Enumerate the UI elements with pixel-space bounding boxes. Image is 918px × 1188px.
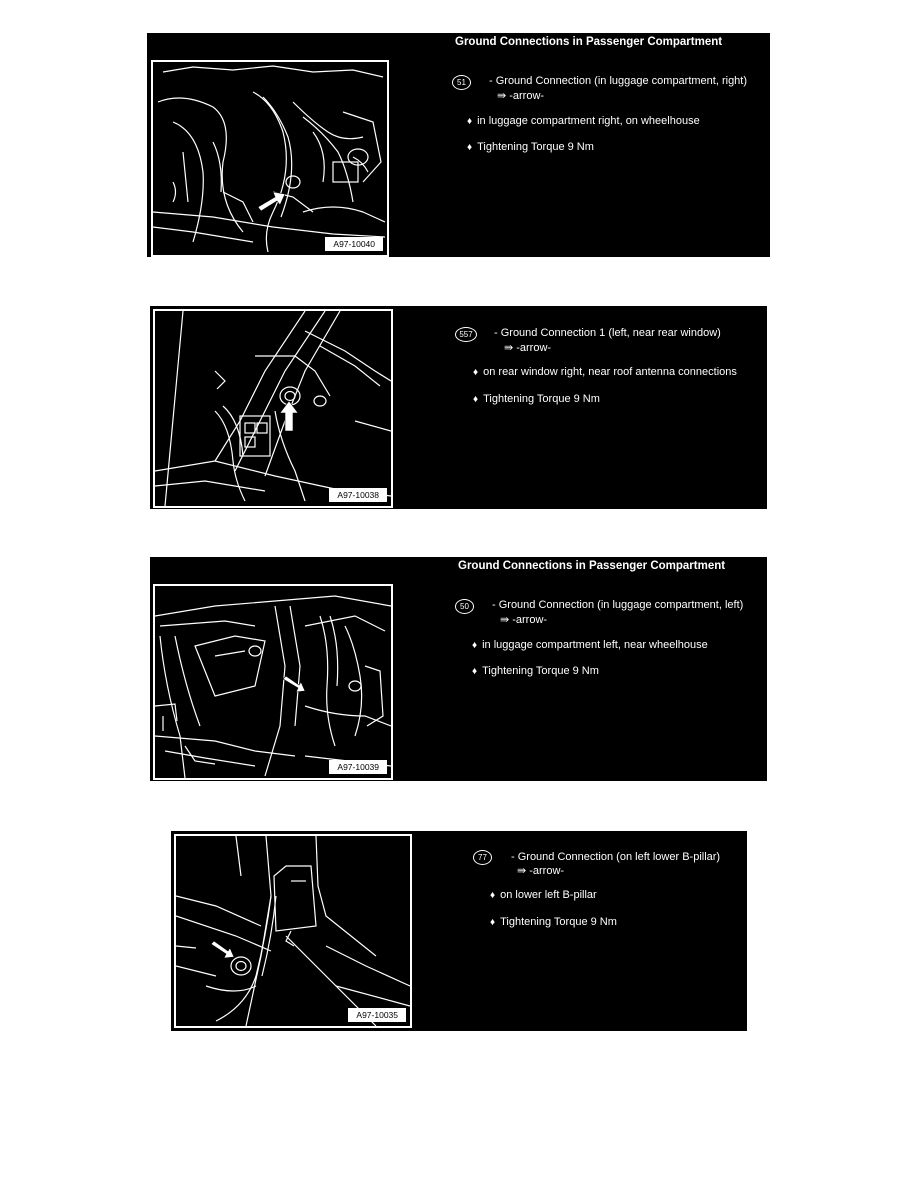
bullet-text: Tightening Torque 9 Nm <box>477 141 594 153</box>
ground-connection-panel-557 <box>150 306 767 509</box>
line-drawing-illustration <box>153 62 387 255</box>
diamond-bullet-icon: ♦ <box>467 142 473 153</box>
reference-number-badge: 77 <box>473 850 492 865</box>
line-drawing-illustration <box>176 836 410 1026</box>
figure-code-label: A97-10038 <box>329 488 387 502</box>
line-drawing-illustration <box>155 586 391 778</box>
double-arrow-icon: ⇛ <box>497 90 507 102</box>
connection-description: - Ground Connection (on left lower B-pillar) <box>511 851 721 863</box>
arrow-label: -arrow- <box>516 342 552 354</box>
double-arrow-icon: ⇛ <box>517 865 527 877</box>
diamond-bullet-icon: ♦ <box>472 640 478 651</box>
figure-lower-b-pillar <box>174 834 412 1028</box>
figure-luggage-compartment-left <box>153 584 393 780</box>
bullet-text: Tightening Torque 9 Nm <box>500 916 617 928</box>
section-heading: Ground Connections in Passenger Compartment <box>455 36 723 48</box>
torque-bullet <box>490 916 617 928</box>
torque-bullet <box>467 141 594 153</box>
location-bullet <box>473 366 737 378</box>
double-arrow-icon: ⇛ <box>504 342 514 354</box>
bullet-text: Tightening Torque 9 Nm <box>482 665 599 677</box>
diamond-bullet-icon: ♦ <box>490 890 496 901</box>
figure-code-label: A97-10035 <box>348 1008 406 1022</box>
bullet-text: in luggage compartment right, on wheelhouse <box>477 115 700 127</box>
reference-number-badge: 557 <box>455 327 477 342</box>
arrow-label: -arrow- <box>512 614 548 626</box>
ground-connection-panel-51 <box>147 33 770 257</box>
bullet-text: on lower left B-pillar <box>500 889 597 901</box>
bullet-text: Tightening Torque 9 Nm <box>483 393 600 405</box>
location-bullet <box>490 889 597 901</box>
reference-number-badge: 51 <box>452 75 471 90</box>
arrow-reference <box>497 89 544 102</box>
diamond-bullet-icon: ♦ <box>472 666 478 677</box>
diamond-bullet-icon: ♦ <box>467 116 473 127</box>
torque-bullet <box>472 665 599 677</box>
arrow-label: -arrow- <box>509 90 545 102</box>
connection-description: - Ground Connection (in luggage compartment, left) <box>492 599 744 611</box>
arrow-label: -arrow- <box>529 865 565 877</box>
figure-code-label: A97-10040 <box>325 237 383 251</box>
location-bullet <box>467 115 700 127</box>
diamond-bullet-icon: ♦ <box>473 394 479 405</box>
diamond-bullet-icon: ♦ <box>473 367 479 378</box>
arrow-reference <box>500 613 547 626</box>
bullet-text: in luggage compartment left, near wheelhouse <box>482 639 708 651</box>
line-drawing-illustration <box>155 311 391 506</box>
double-arrow-icon: ⇛ <box>500 614 510 626</box>
figure-luggage-compartment-right <box>151 60 389 257</box>
location-bullet <box>472 639 708 651</box>
diamond-bullet-icon: ♦ <box>490 917 496 928</box>
torque-bullet <box>473 393 600 405</box>
arrow-reference <box>517 864 564 877</box>
ground-connection-panel-77 <box>171 831 747 1031</box>
arrow-reference <box>504 341 551 354</box>
connection-description: - Ground Connection 1 (left, near rear window) <box>494 327 721 339</box>
figure-code-label: A97-10039 <box>329 760 387 774</box>
reference-number-badge: 50 <box>455 599 474 614</box>
bullet-text: on rear window right, near roof antenna connections <box>483 366 737 378</box>
figure-near-rear-window <box>153 309 393 508</box>
connection-description: - Ground Connection (in luggage compartment, right) <box>489 75 748 87</box>
ground-connection-panel-50 <box>150 557 767 781</box>
section-heading: Ground Connections in Passenger Compartment <box>458 560 726 572</box>
